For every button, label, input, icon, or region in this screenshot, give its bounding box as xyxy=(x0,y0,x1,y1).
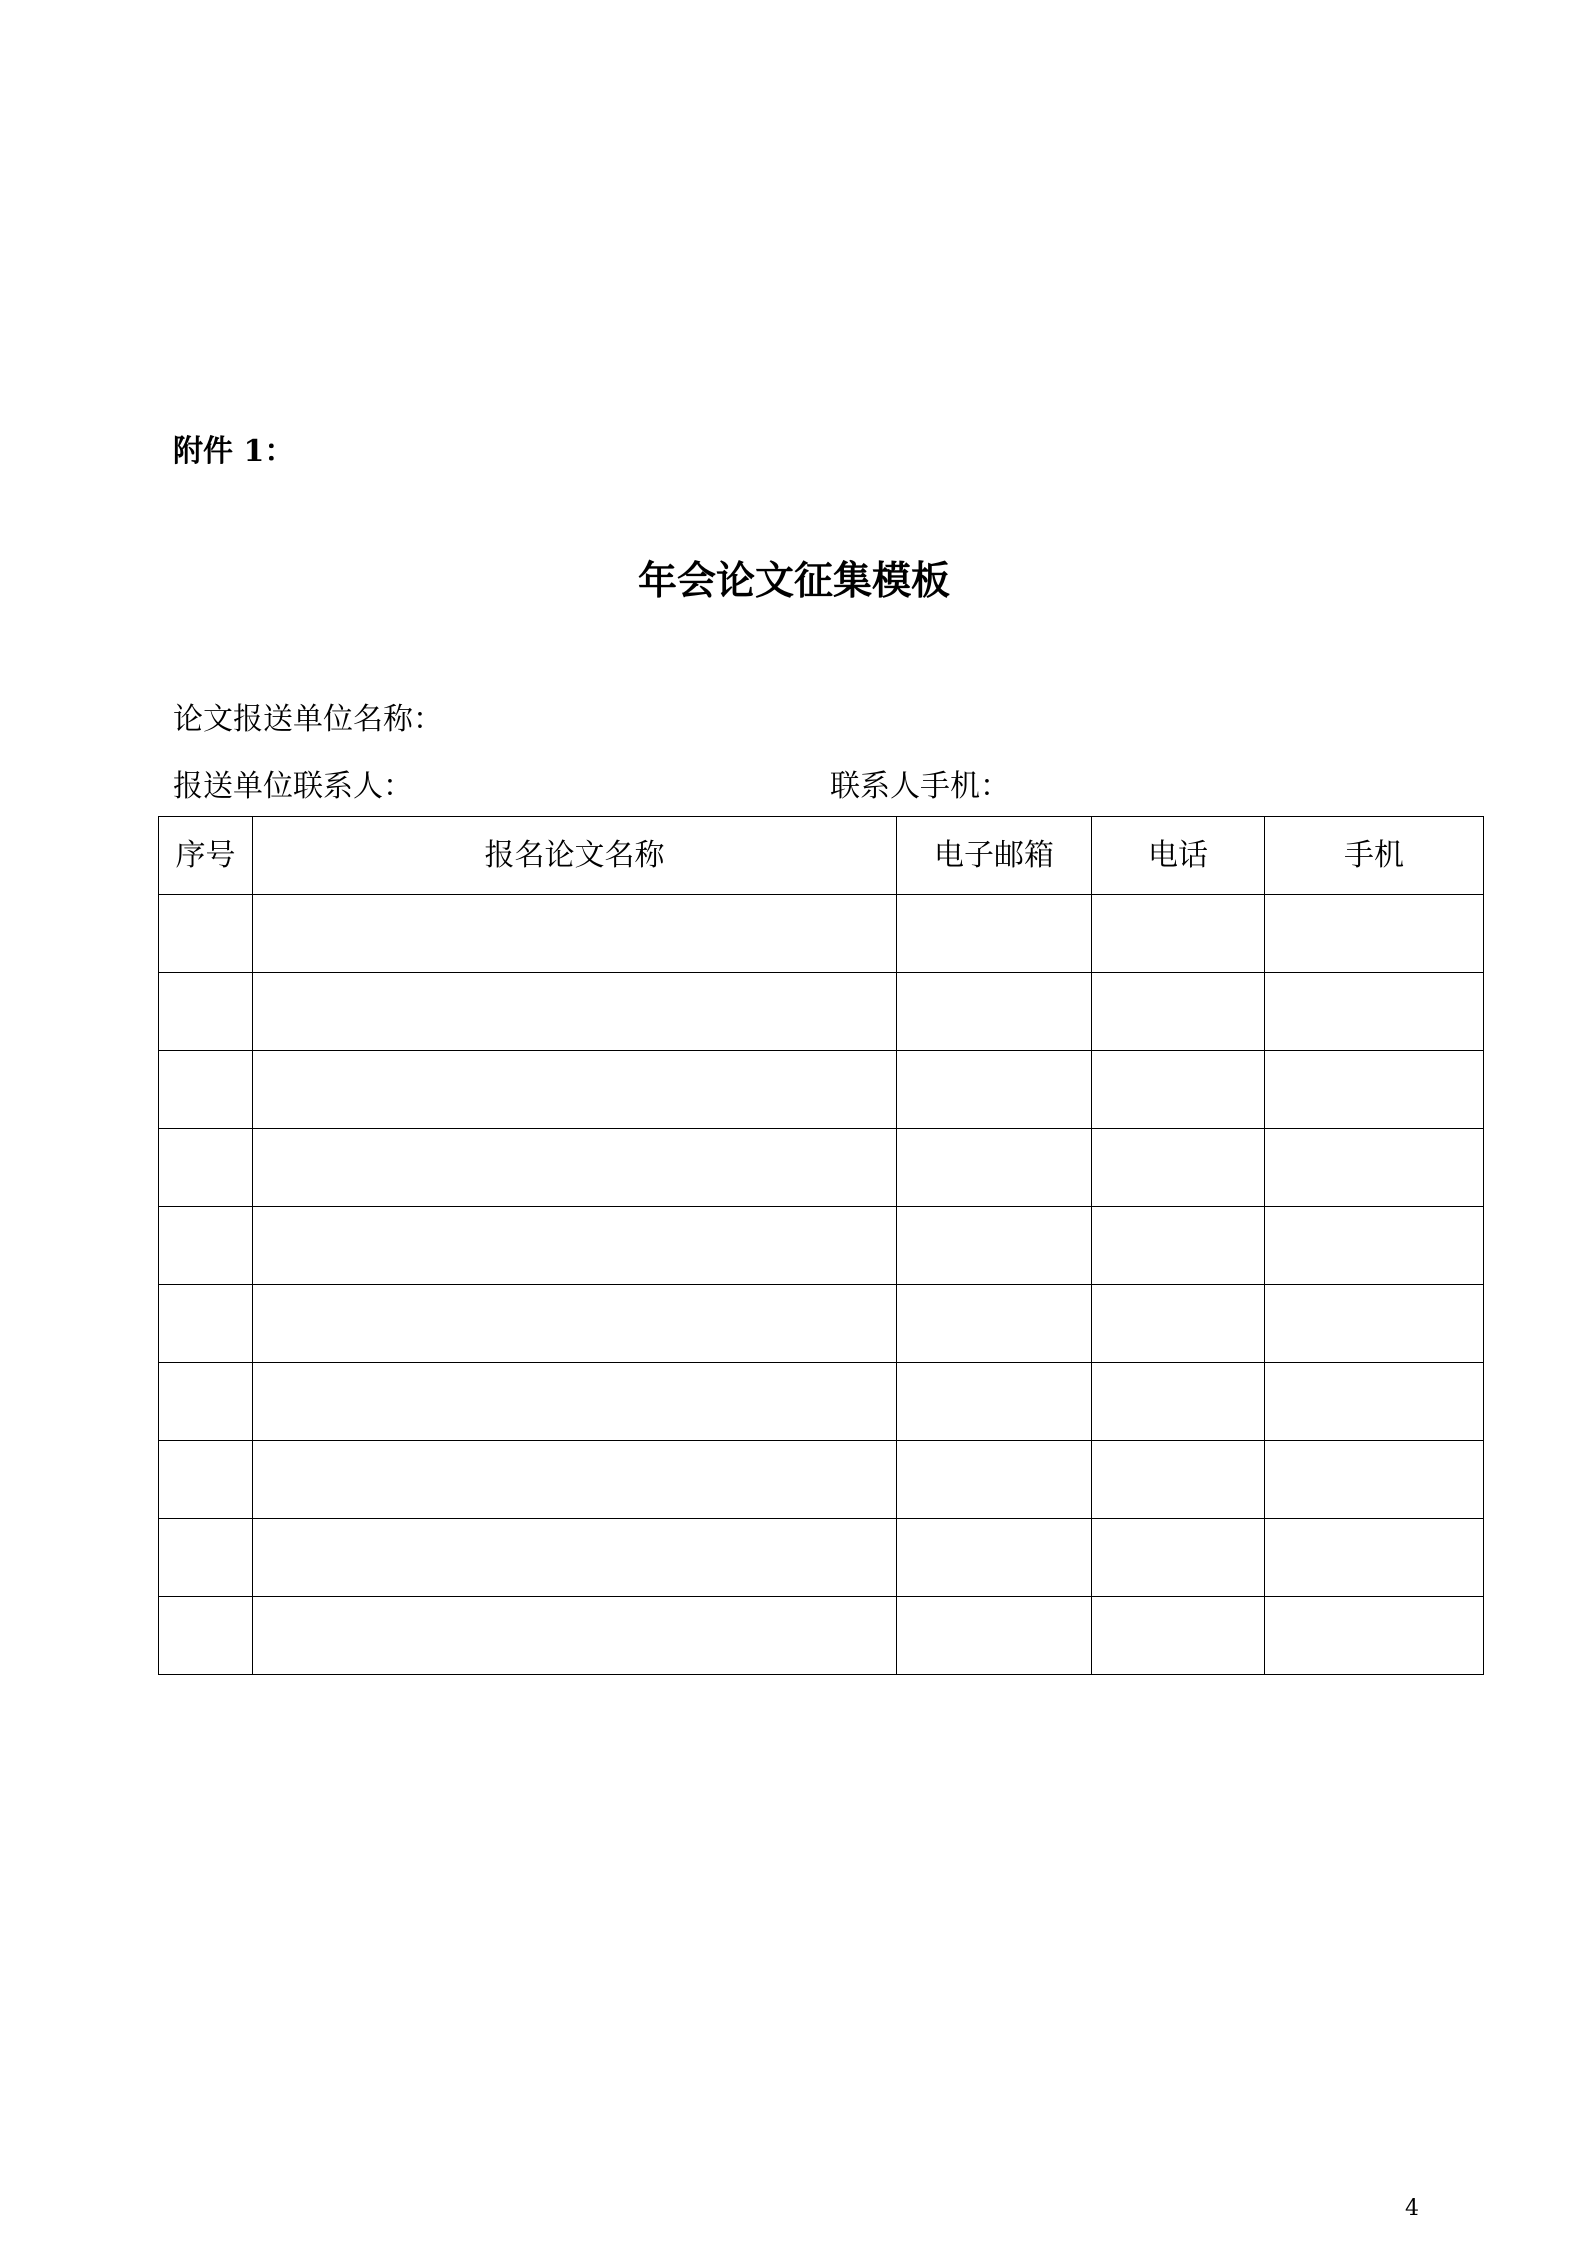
index-cell[interactable] xyxy=(159,1129,253,1207)
header-mobile: 手机 xyxy=(1265,817,1484,895)
mobile-cell[interactable] xyxy=(1265,1129,1484,1207)
paper-submission-table xyxy=(158,816,1484,1675)
table-row xyxy=(159,1441,1484,1519)
table-row xyxy=(159,973,1484,1051)
header-paper-title: 报名论文名称 xyxy=(253,817,897,895)
unit-name-label: 论文报送单位名称： xyxy=(173,702,443,737)
paper-title-cell[interactable] xyxy=(253,1519,897,1597)
index-cell[interactable] xyxy=(159,1441,253,1519)
header-phone: 电话 xyxy=(1092,817,1265,895)
index-cell[interactable] xyxy=(159,1207,253,1285)
table-row xyxy=(159,895,1484,973)
paper-title-cell[interactable] xyxy=(253,1441,897,1519)
phone-cell[interactable] xyxy=(1092,1441,1265,1519)
phone-cell[interactable] xyxy=(1092,1051,1265,1129)
mobile-cell[interactable] xyxy=(1265,973,1484,1051)
mobile-cell[interactable] xyxy=(1265,1519,1484,1597)
table-row xyxy=(159,1051,1484,1129)
table-row xyxy=(159,1597,1484,1675)
page-number: 4 xyxy=(1405,2196,1419,2221)
email-cell[interactable] xyxy=(897,895,1092,973)
table-row xyxy=(159,1519,1484,1597)
phone-cell[interactable] xyxy=(1092,895,1265,973)
email-cell[interactable] xyxy=(897,1519,1092,1597)
paper-title-cell[interactable] xyxy=(253,1363,897,1441)
table-row xyxy=(159,1207,1484,1285)
email-cell[interactable] xyxy=(897,1363,1092,1441)
contact-mobile-label: 联系人手机： xyxy=(830,769,1010,804)
paper-title-cell[interactable] xyxy=(253,1285,897,1363)
mobile-cell[interactable] xyxy=(1265,1363,1484,1441)
phone-cell[interactable] xyxy=(1092,1363,1265,1441)
contact-label: 报送单位联系人： xyxy=(173,769,413,804)
paper-title-cell[interactable] xyxy=(253,895,897,973)
email-cell[interactable] xyxy=(897,1051,1092,1129)
email-cell[interactable] xyxy=(897,1441,1092,1519)
mobile-cell[interactable] xyxy=(1265,1051,1484,1129)
paper-title-cell[interactable] xyxy=(253,1597,897,1675)
header-email: 电子邮箱 xyxy=(897,817,1092,895)
phone-cell[interactable] xyxy=(1092,973,1265,1051)
page-title: 年会论文征集模板 xyxy=(637,558,950,604)
index-cell[interactable] xyxy=(159,1051,253,1129)
table-row xyxy=(159,1285,1484,1363)
mobile-cell[interactable] xyxy=(1265,1285,1484,1363)
email-cell[interactable] xyxy=(897,1597,1092,1675)
paper-title-cell[interactable] xyxy=(253,1129,897,1207)
index-cell[interactable] xyxy=(159,1363,253,1441)
attachment-label: 附件 1： xyxy=(173,434,295,469)
table-row xyxy=(159,1129,1484,1207)
paper-title-cell[interactable] xyxy=(253,1051,897,1129)
table-row xyxy=(159,1363,1484,1441)
paper-title-cell[interactable] xyxy=(253,973,897,1051)
email-cell[interactable] xyxy=(897,1129,1092,1207)
phone-cell[interactable] xyxy=(1092,1285,1265,1363)
paper-title-cell[interactable] xyxy=(253,1207,897,1285)
phone-cell[interactable] xyxy=(1092,1597,1265,1675)
index-cell[interactable] xyxy=(159,1519,253,1597)
index-cell[interactable] xyxy=(159,1597,253,1675)
mobile-cell[interactable] xyxy=(1265,1207,1484,1285)
email-cell[interactable] xyxy=(897,973,1092,1051)
email-cell[interactable] xyxy=(897,1285,1092,1363)
mobile-cell[interactable] xyxy=(1265,1597,1484,1675)
index-cell[interactable] xyxy=(159,973,253,1051)
mobile-cell[interactable] xyxy=(1265,895,1484,973)
phone-cell[interactable] xyxy=(1092,1207,1265,1285)
phone-cell[interactable] xyxy=(1092,1519,1265,1597)
index-cell[interactable] xyxy=(159,1285,253,1363)
header-index: 序号 xyxy=(159,817,253,895)
email-cell[interactable] xyxy=(897,1207,1092,1285)
table-header-row xyxy=(159,817,1484,895)
mobile-cell[interactable] xyxy=(1265,1441,1484,1519)
phone-cell[interactable] xyxy=(1092,1129,1265,1207)
index-cell[interactable] xyxy=(159,895,253,973)
